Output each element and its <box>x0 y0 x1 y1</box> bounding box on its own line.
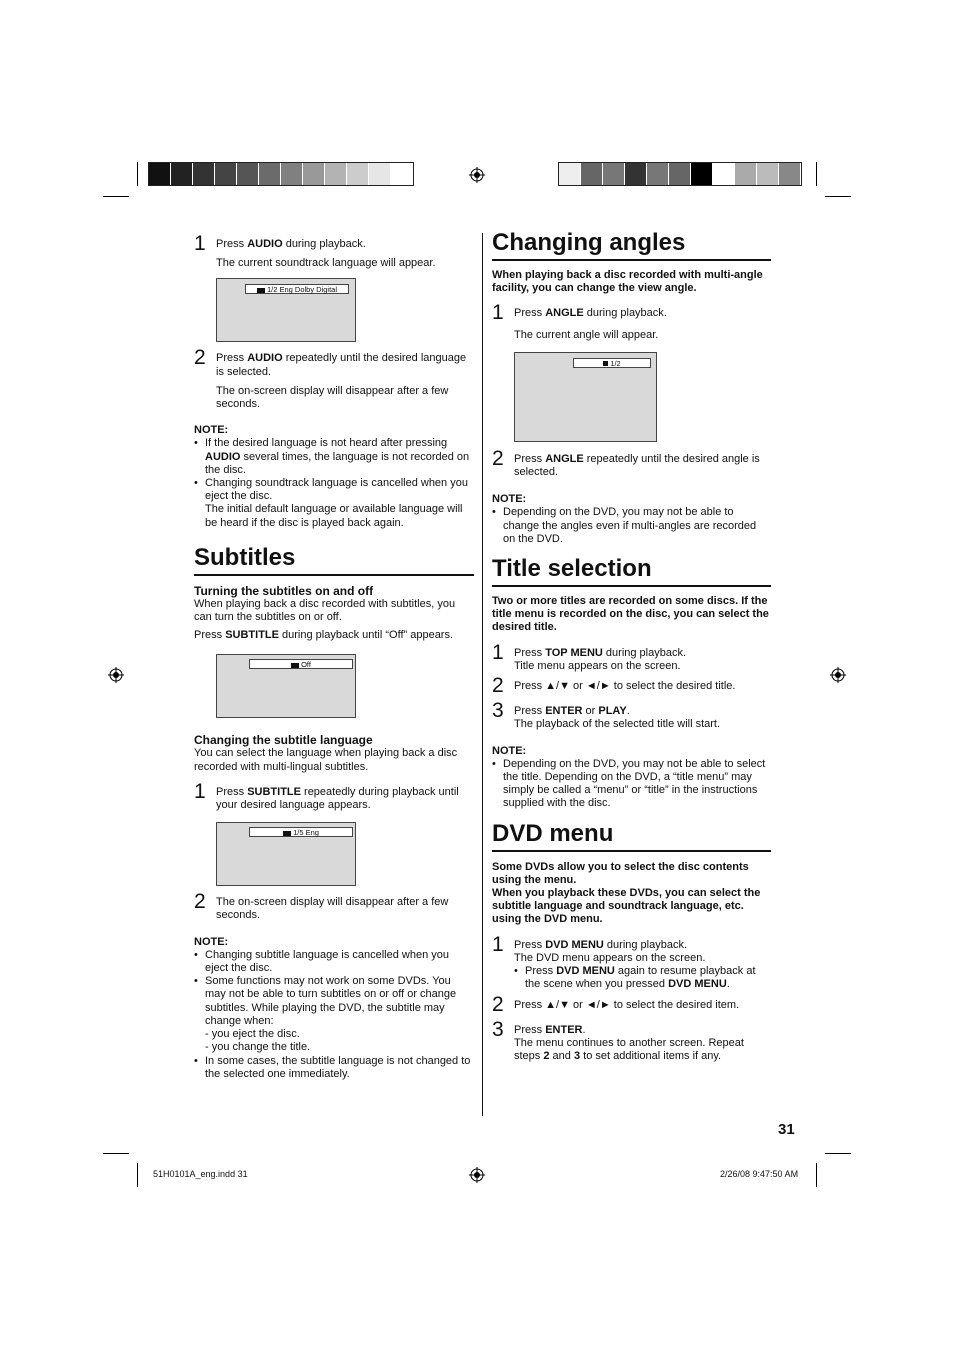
step-text: Press DVD MENU during playback. <box>514 938 688 951</box>
color-swatch <box>391 163 413 185</box>
dvd-step-3 <box>492 1017 771 1064</box>
crop-mark <box>103 196 129 197</box>
color-swatch <box>193 163 215 185</box>
note-item: • If the desired language is not heard after pressing AUDIO several times, the language is not recorded on the disc. <box>205 437 474 477</box>
subtitles-heading: Subtitles <box>194 544 474 576</box>
subtitle-on-off-heading: Turning the subtitles on and off <box>194 583 374 598</box>
step-text: Press ▲/▼ or ◄/► to select the desired item. <box>514 998 740 1011</box>
subtitle-on-off-text: When playing back a disc recorded with subtitles, you can turn the subtitles on or off. <box>194 597 456 624</box>
color-swatch <box>757 163 779 185</box>
step-text: Press ENTER or PLAY. <box>514 705 630 718</box>
title-step-2 <box>492 674 771 698</box>
crop-mark <box>103 1153 129 1154</box>
subtitle-off-label: Off <box>249 659 353 669</box>
note-label: NOTE: <box>194 935 229 948</box>
note-label: NOTE: <box>492 744 527 757</box>
step-subtext: The on-screen display will disappear after a few seconds. <box>216 384 449 411</box>
dvd-lead-2: When you playback these DVDs, you can select the subtitle language and soundtrack language, etc. using the DVD menu. <box>492 887 761 926</box>
color-swatch <box>691 163 713 185</box>
color-swatch <box>281 163 303 185</box>
step-subtext: The current soundtrack language will appear. <box>216 257 436 270</box>
color-swatch <box>237 163 259 185</box>
subtitle-lang-osd-screen <box>216 822 356 886</box>
color-swatch <box>215 163 237 185</box>
note-item: • Changing subtitle language is cancelled when you eject the disc. <box>205 949 474 975</box>
angle-icon <box>603 361 608 366</box>
angles-lead: When playing back a disc recorded with multi-angle facility, you can change the view angle. <box>492 269 763 295</box>
note-item: • Depending on the DVD, you may not be able to change the angles even if multi-angles are recorded on the DVD. <box>503 506 771 546</box>
changing-angles-heading: Changing angles <box>492 229 771 261</box>
step-number: 1 <box>194 232 206 255</box>
color-swatch <box>259 163 281 185</box>
color-swatch <box>779 163 801 185</box>
step-number: 2 <box>492 674 504 698</box>
audio-step-2 <box>194 346 474 411</box>
note-subtitles <box>194 936 474 1081</box>
crop-mark <box>137 1163 138 1187</box>
note-label: NOTE: <box>194 424 229 437</box>
title-lead: Two or more titles are recorded on some discs. If the title menu is recorded on the disc, you can select the desired title. <box>492 595 769 634</box>
step-text: Press ANGLE repeatedly until the desired angle is selected. <box>514 452 760 479</box>
step-bullet: • Press DVD MENU again to resume playback at the scene when you pressed DVD MENU. <box>525 965 771 991</box>
audio-osd-label: 1/2 Eng Dolby Digital <box>245 284 349 294</box>
step-number: 1 <box>492 301 504 325</box>
step-text: The on-screen display will disappear after a few seconds. <box>216 896 449 922</box>
color-swatch <box>625 163 647 185</box>
angle-osd-label: 1/2 <box>573 358 651 368</box>
footer-date: 2/26/08 9:47:50 AM <box>720 1169 799 1179</box>
step-subtext: The menu continues to another screen. Repeat steps 2 and 3 to set additional items if any. <box>514 1036 744 1063</box>
step-number: 3 <box>492 1017 504 1041</box>
step-number: 2 <box>194 890 206 914</box>
right-color-bar <box>558 162 802 186</box>
audio-osd-screen <box>216 278 356 342</box>
subtitle-icon <box>291 663 299 668</box>
left-column <box>194 232 474 1081</box>
subtitle-change-heading: Changing the subtitle language <box>194 733 373 748</box>
left-color-bar <box>148 162 414 186</box>
note-title <box>492 745 771 811</box>
step-text: Press ENTER. <box>514 1023 586 1036</box>
note-item: • In some cases, the subtitle language is not changed to the selected one immediately. <box>205 1055 474 1081</box>
step-text: Press TOP MENU during playback. <box>514 646 687 659</box>
angles-step-1 <box>492 301 771 441</box>
right-column <box>492 229 771 1063</box>
color-swatch <box>325 163 347 185</box>
note-label: NOTE: <box>492 493 527 506</box>
audio-icon <box>257 288 265 293</box>
subtitle-step-2 <box>194 890 474 922</box>
note-item: • Changing soundtrack language is cancelled when you eject the disc. The initial default language or available language will be heard if the disc is played back again. <box>205 477 474 530</box>
crop-mark <box>816 1163 817 1187</box>
color-swatch <box>303 163 325 185</box>
registration-mark-icon <box>830 667 846 683</box>
color-swatch <box>713 163 735 185</box>
step-number: 2 <box>492 446 504 470</box>
crop-mark <box>825 1153 851 1154</box>
footer-file: 51H0101A_eng.indd 31 <box>153 1169 248 1179</box>
title-step-3 <box>492 699 771 731</box>
dvd-step-2 <box>492 992 771 1016</box>
step-text: Press AUDIO repeatedly until the desired language is selected. <box>216 352 467 378</box>
subtitle-off-osd-screen <box>216 654 356 718</box>
registration-mark-icon <box>108 667 124 683</box>
step-subtext: The playback of the selected title will start. <box>514 718 721 731</box>
step-text: Press AUDIO during playback. <box>216 238 366 250</box>
step-number: 3 <box>492 699 504 723</box>
dvd-lead-1: Some DVDs allow you to select the disc contents using the menu. <box>492 860 749 886</box>
subtitle-lang-label: 1/5 Eng <box>249 827 353 837</box>
color-swatch <box>735 163 757 185</box>
dvd-step-1 <box>492 932 771 992</box>
color-swatch <box>559 163 581 185</box>
angles-step-2 <box>492 446 771 479</box>
step-subtext: Title menu appears on the screen. <box>514 659 681 672</box>
subtitle-press-text: Press SUBTITLE during playback until “Off” appears. <box>194 629 454 642</box>
color-swatch <box>369 163 391 185</box>
registration-mark-icon <box>469 1167 485 1183</box>
step-subtext: The DVD menu appears on the screen. <box>514 951 706 964</box>
note-item: • Some functions may not work on some DVDs. You may not be able to turn subtitles on or off or change subtitles. While playing the DVD, the subtitle may change when: - you eject the disc. - you change the title. <box>205 975 474 1054</box>
title-selection-heading: Title selection <box>492 555 771 587</box>
color-swatch <box>669 163 691 185</box>
title-step-1 <box>492 640 771 673</box>
registration-mark-icon <box>469 167 485 183</box>
color-swatch <box>603 163 625 185</box>
step-number: 1 <box>194 779 206 803</box>
note-audio <box>194 424 474 530</box>
color-swatch <box>347 163 369 185</box>
subtitle-icon <box>283 831 291 836</box>
step-text: Press ▲/▼ or ◄/► to select the desired title. <box>514 680 736 693</box>
step-number: 1 <box>492 932 504 956</box>
step-number: 1 <box>492 640 504 664</box>
page-number: 31 <box>778 1121 795 1138</box>
color-swatch <box>647 163 669 185</box>
subtitle-change-text: You can select the language when playing back a disc recorded with multi-lingual subtitles. <box>194 747 458 773</box>
step-number: 2 <box>194 346 206 370</box>
color-swatch <box>581 163 603 185</box>
angle-osd-screen <box>514 352 657 442</box>
step-subtext: The current angle will appear. <box>514 328 659 341</box>
crop-mark <box>137 162 138 186</box>
column-divider <box>482 233 483 1116</box>
crop-mark <box>825 196 851 197</box>
note-item: • Depending on the DVD, you may not be able to select the title. Depending on the DVD, a “title menu” may simply be called a “menu” or “title” in the instructions supplied with the disc. <box>503 758 771 811</box>
subtitle-step-1 <box>194 779 474 886</box>
crop-mark <box>816 162 817 186</box>
note-angles <box>492 493 771 546</box>
audio-step-1 <box>194 232 474 342</box>
step-number: 2 <box>492 992 504 1016</box>
color-swatch <box>149 163 171 185</box>
color-swatch <box>171 163 193 185</box>
step-text: Press ANGLE during playback. <box>514 307 667 320</box>
step-text: Press SUBTITLE repeatedly during playback until your desired language appears. <box>216 785 459 812</box>
dvd-menu-heading: DVD menu <box>492 820 771 852</box>
